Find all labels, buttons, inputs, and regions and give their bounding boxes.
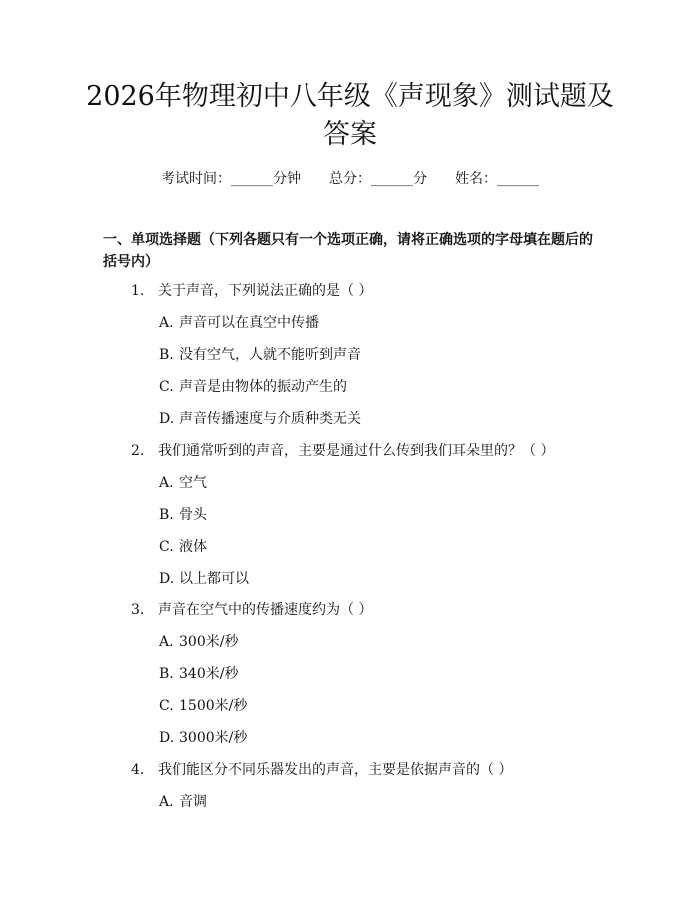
option-text: 声音是由物体的振动产生的 xyxy=(179,379,347,395)
option-text: 340米/秒 xyxy=(179,666,239,682)
option-text: 骨头 xyxy=(179,507,207,523)
option xyxy=(159,313,319,333)
option-text: 以上都可以 xyxy=(179,571,249,587)
option-text: 声音传播速度与介质种类无关 xyxy=(179,411,361,427)
option xyxy=(159,728,247,748)
exam-total-score: 总分：______分 xyxy=(329,171,427,187)
question xyxy=(131,441,554,461)
option-letter: A. xyxy=(159,315,174,331)
section-heading: 一、单项选择题（下列各题只有一个选项正确，请将正确选项的字母填在题后的括号内） xyxy=(103,232,593,270)
option-letter: C. xyxy=(159,698,174,714)
option xyxy=(159,505,207,525)
question-number: 2. xyxy=(131,443,145,459)
option xyxy=(159,537,207,557)
question-text: 我们通常听到的声音，主要是通过什么传到我们耳朵里的？（ ） xyxy=(158,443,555,459)
question xyxy=(131,600,372,620)
option-letter: A. xyxy=(159,475,174,491)
option-text: 液体 xyxy=(179,539,207,555)
option-letter: A. xyxy=(159,634,174,650)
option xyxy=(159,792,207,812)
option xyxy=(159,377,347,397)
question-text: 我们能区分不同乐器发出的声音，主要是依据声音的（ ） xyxy=(158,762,513,778)
option-letter: D. xyxy=(159,730,175,746)
option xyxy=(159,473,207,493)
option-letter: C. xyxy=(159,379,174,395)
option-text: 3000米/秒 xyxy=(179,730,248,746)
question-number: 1. xyxy=(131,283,145,299)
option xyxy=(159,632,238,652)
option-text: 声音可以在真空中传播 xyxy=(179,315,319,331)
title-line-2: 答案 xyxy=(323,119,377,150)
option xyxy=(159,569,249,589)
option-letter: B. xyxy=(159,666,174,682)
question-text: 声音在空气中的传播速度约为（ ） xyxy=(158,602,373,618)
option-text: 音调 xyxy=(179,794,207,810)
option-letter: B. xyxy=(159,507,174,523)
question-text: 关于声音，下列说法正确的是（ ） xyxy=(158,283,373,299)
option-text: 空气 xyxy=(179,475,207,491)
question xyxy=(131,281,372,301)
option xyxy=(159,696,247,716)
exam-meta xyxy=(0,169,700,189)
option-text: 300米/秒 xyxy=(179,634,239,650)
option-letter: C. xyxy=(159,539,174,555)
question-number: 4. xyxy=(131,762,145,778)
option xyxy=(159,664,238,684)
option xyxy=(159,345,361,365)
option-letter: B. xyxy=(159,347,174,363)
option-letter: D. xyxy=(159,571,175,587)
exam-time: 考试时间：______分钟 xyxy=(161,171,301,187)
question xyxy=(131,760,512,780)
option xyxy=(159,409,361,429)
option-text: 1500米/秒 xyxy=(179,698,248,714)
student-name: 姓名：______ xyxy=(455,171,539,187)
document-title xyxy=(60,78,640,154)
option-text: 没有空气，人就不能听到声音 xyxy=(179,347,361,363)
question-number: 3. xyxy=(131,602,145,618)
title-line-1: 2026年物理初中八年级《声现象》测试题及 xyxy=(86,81,614,112)
option-letter: D. xyxy=(159,411,175,427)
option-letter: A. xyxy=(159,794,174,810)
